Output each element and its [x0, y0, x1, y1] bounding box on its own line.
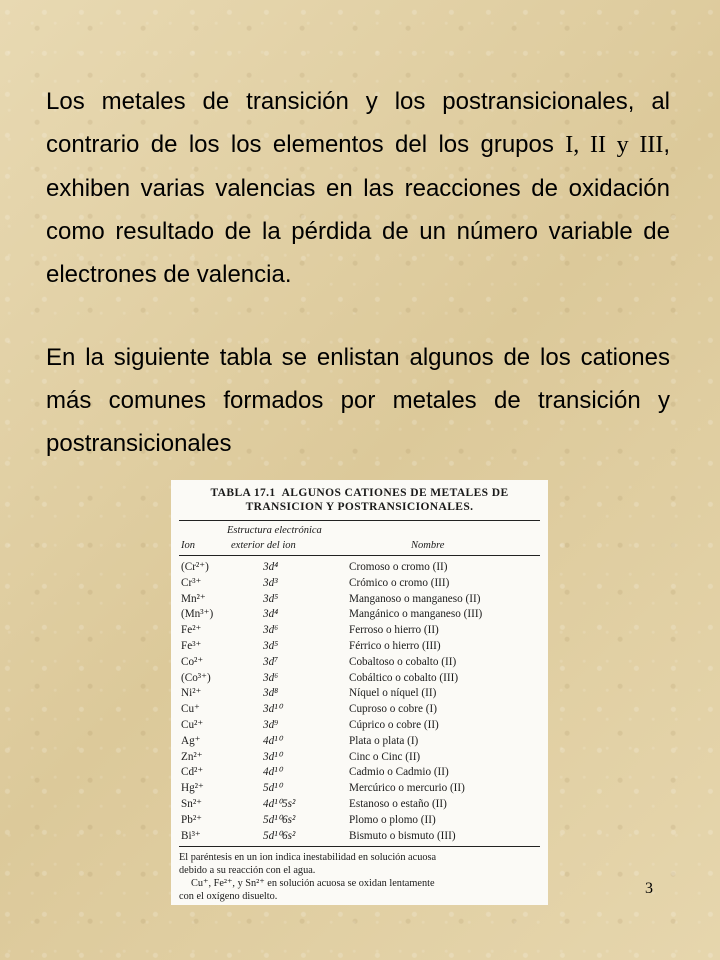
table-header: [179, 523, 540, 553]
cell-configuration: 5d¹⁰6s²: [263, 829, 296, 842]
table-row: [179, 639, 540, 655]
intro-text-a: Los metales de transición y los postransicionales, al contrario de los los elementos del los grupos: [46, 88, 670, 158]
header-structure-line2: exterior del ion: [231, 540, 296, 551]
cell-ion: Ag⁺: [181, 734, 201, 747]
table-bottom-rule: [179, 846, 540, 847]
cell-ion: Co²⁺: [181, 655, 204, 668]
cell-ion: Hg²⁺: [181, 782, 204, 795]
table-row: [179, 829, 540, 845]
cell-ion: Fe²⁺: [181, 624, 202, 637]
cell-configuration: 3d⁴: [263, 608, 279, 621]
table-row: [179, 797, 540, 813]
cell-configuration: 3d⁴: [263, 561, 279, 573]
cell-ion: Cr³⁺: [181, 576, 202, 589]
table-row: [179, 576, 540, 592]
table-row: [179, 813, 540, 829]
table-row: [179, 623, 540, 639]
table-row: [179, 702, 540, 718]
cell-ion: (Mn³⁺): [181, 608, 214, 621]
cell-name: Cadmio o Cadmio (II): [349, 766, 449, 779]
cell-configuration: 4d¹⁰5s²: [263, 797, 296, 810]
footnote-2-line1: Cu⁺, Fe²⁺, y Sn²⁺ en solución acuosa se oxidan lentamente: [191, 878, 435, 890]
table-row: [179, 671, 540, 687]
table-body: [179, 560, 540, 844]
cell-name: Ferroso o hierro (II): [349, 624, 439, 637]
cell-name: Bismuto o bismuto (III): [349, 829, 456, 842]
page-number: 3: [645, 880, 653, 897]
cell-ion: Zn²⁺: [181, 750, 203, 763]
table-row: [179, 592, 540, 608]
cell-name: Cúprico o cobre (II): [349, 718, 439, 731]
cell-name: Cuproso o cobre (I): [349, 703, 437, 716]
cell-ion: Fe³⁺: [181, 639, 202, 652]
cell-name: Estanoso o estaño (II): [349, 797, 447, 810]
cation-table-scan: [171, 480, 548, 905]
table-row: [179, 734, 540, 750]
cell-configuration: 4d¹⁰: [263, 766, 283, 779]
cell-ion: Mn²⁺: [181, 592, 206, 605]
cell-name: Plata o plata (I): [349, 734, 419, 747]
cell-name: Cinc o Cinc (II): [349, 750, 421, 763]
table-title-line1: ALGUNOS CATIONES DE METALES DE: [281, 487, 509, 499]
cell-name: Férrico o hierro (III): [349, 639, 441, 652]
intro-text-b: , exhiben varias valencias en las reacciones de oxidación como resultado de la pérdida de un número variable de electrones de valencia.: [46, 131, 671, 288]
cell-ion: Cd²⁺: [181, 766, 204, 779]
table-title: [179, 486, 540, 514]
group-numerals: I, II y III: [565, 132, 664, 158]
header-name: Nombre: [411, 540, 445, 551]
cell-configuration: 3d⁵: [263, 639, 279, 652]
cell-configuration: 3d⁹: [263, 718, 279, 731]
table-intro-paragraph: En la siguiente tabla se enlistan algunos de los cationes más comunes formados por metales de transición y postransicionales: [46, 344, 670, 457]
table-top-rule: [179, 520, 540, 521]
cell-name: Mangánico o manganeso (III): [349, 608, 483, 621]
header-structure-line1: Estructura electrónica: [227, 525, 322, 536]
table-header-rule: [179, 555, 540, 556]
cell-ion: Cu²⁺: [181, 718, 204, 731]
table-row: [179, 560, 540, 576]
footnote-2-line2: con el oxígeno disuelto.: [179, 891, 278, 903]
footnote-1-line1: El paréntesis en un ion indica inestabilidad en solución acuosa: [179, 852, 437, 864]
cell-configuration: 3d⁵: [263, 592, 279, 605]
table-row: [179, 655, 540, 671]
cell-configuration: 3d⁸: [263, 687, 279, 700]
cell-name: Manganoso o manganeso (II): [349, 592, 481, 605]
cell-name: Cobáltico o cobalto (III): [349, 671, 459, 684]
cell-ion: Ni²⁺: [181, 687, 202, 700]
cell-ion: (Co³⁺): [181, 671, 211, 684]
cell-ion: Pb²⁺: [181, 813, 203, 826]
cell-name: Crómico o cromo (III): [349, 576, 450, 589]
table-row: [179, 686, 540, 702]
cell-name: Cromoso o cromo (II): [349, 561, 448, 573]
cell-configuration: 5d¹⁰: [263, 782, 283, 795]
table-label: TABLA 17.1: [210, 487, 276, 499]
cell-name: Plomo o plomo (II): [349, 813, 436, 826]
cell-configuration: 4d¹⁰: [263, 734, 283, 747]
cell-name: Níquel o níquel (II): [349, 687, 437, 700]
cell-configuration: 3d¹⁰: [263, 750, 283, 763]
cell-configuration: 5d¹⁰6s²: [263, 813, 296, 826]
cell-name: Cobaltoso o cobalto (II): [349, 655, 457, 668]
table-row: [179, 607, 540, 623]
table-row: [179, 718, 540, 734]
cell-name: Mercúrico o mercurio (II): [349, 782, 465, 795]
cell-ion: Bi³⁺: [181, 829, 201, 842]
cell-ion: Sn²⁺: [181, 797, 203, 810]
cell-configuration: 3d¹⁰: [263, 703, 283, 716]
footnote-1-line2: debido a su reacción con el agua.: [179, 865, 316, 877]
intro-paragraph: [46, 80, 670, 296]
table-row: [179, 765, 540, 781]
cell-configuration: 3d⁶: [263, 624, 279, 637]
table-footnotes: [179, 851, 540, 903]
table-title-line2: TRANSICION Y POSTRANSICIONALES.: [245, 501, 474, 513]
cell-ion: (Cr²⁺): [181, 561, 209, 573]
cell-configuration: 3d³: [263, 576, 278, 589]
table-row: [179, 781, 540, 797]
cell-ion: Cu⁺: [181, 703, 200, 716]
header-ion: Ion: [181, 540, 195, 551]
cell-configuration: 3d⁷: [263, 655, 279, 668]
table-row: [179, 750, 540, 766]
cell-configuration: 3d⁶: [263, 671, 279, 684]
